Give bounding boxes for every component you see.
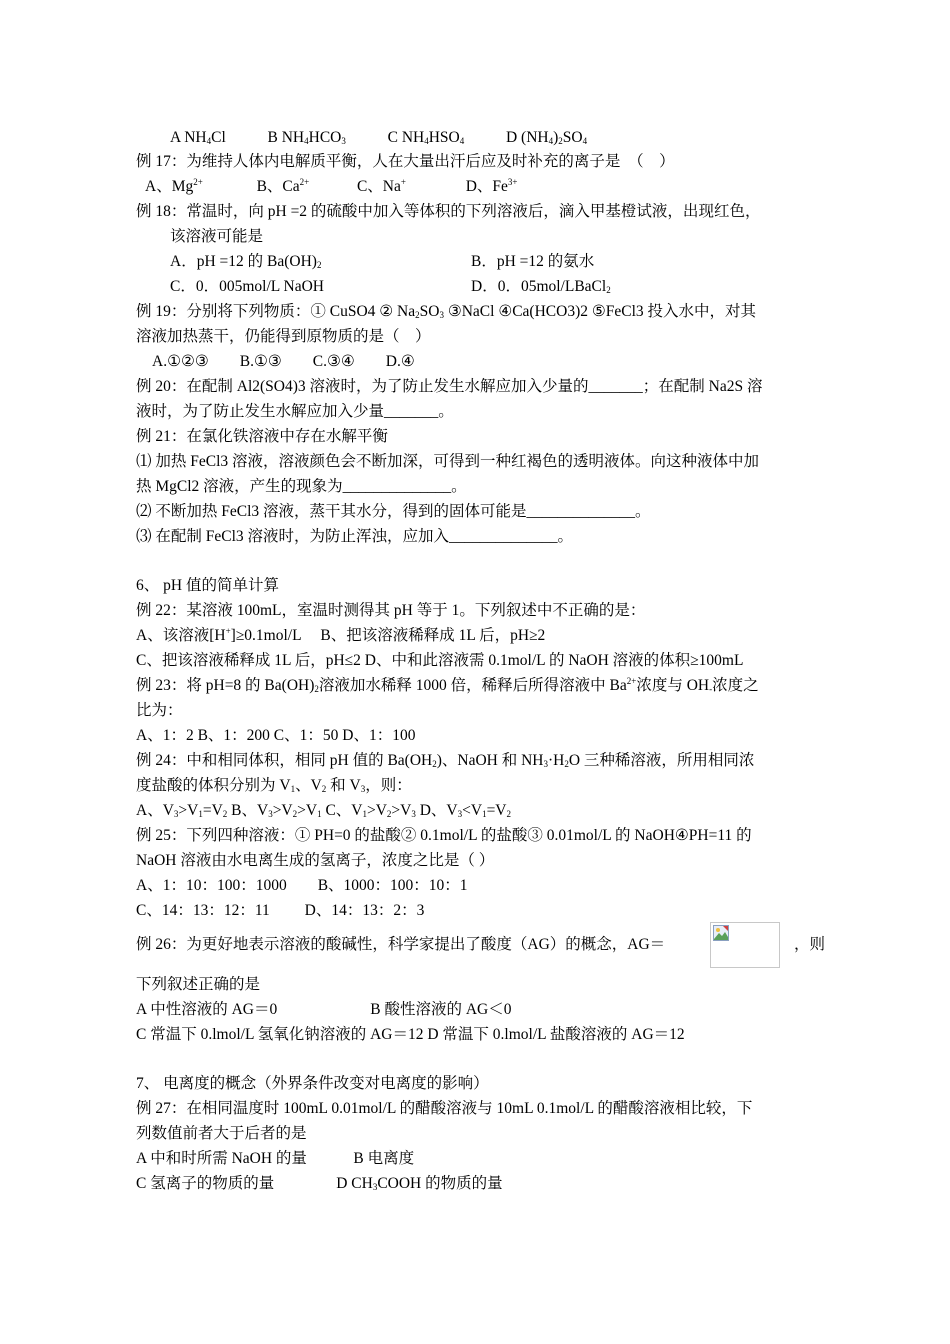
q16-options [170,128,587,148]
q23-line-2: 比为： [136,702,183,719]
q22-text: A、该溶液[H [136,627,226,644]
subscript: 2 [314,684,319,694]
q25-options-1: A、1：10：100：1000 B、1000：100：10：1 [136,877,468,894]
q24-line-2 [136,776,412,796]
option-a: >V [178,802,199,819]
broken-image-icon [713,925,729,941]
option-d: D、V [419,802,458,819]
q18-option-c: C．0．005mol/L NaOH [170,278,324,295]
q19-text: 例 19：分别将下列物质：① CuSO4 ② Na [136,303,416,320]
option-d: <V [462,802,483,819]
q23-line-1 [136,676,759,696]
option-d-text: SO [562,129,583,146]
q22-stem: 例 22：某溶液 100mL，室温时测得其 pH 等于 1。下列叙述中不正确的是： [136,602,646,619]
subscript: 4 [206,136,212,146]
section-6-heading: 6、 pH 值的简单计算 [136,577,279,594]
option-a: A NH [170,129,207,146]
option-a: A、Mg [145,178,194,195]
subscript: 2 [432,759,437,769]
subscript: 2 [415,310,420,320]
q17-stem: 例 17：为维持人体内电解质平衡，人在大量出汗后应及时补充的离子是 （ ） [136,153,675,170]
q19-stem-1 [136,302,756,322]
q24-text: 、V [295,777,322,794]
superscript: 3+ [507,177,518,187]
q27-text: COOH 的物质的量 [377,1175,503,1192]
subscript: 4 [548,136,554,146]
option-a: =V [202,802,223,819]
q25-options-2: C、14：13：12：11 D、14：13：2：3 [136,902,425,919]
q24-text: ·H [547,752,565,769]
q27-text: C 氢离子的物质的量 D CH [136,1175,373,1192]
q26-options-1: A 中性溶液的 AG＝0 B 酸性溶液的 AG＜0 [136,1001,512,1018]
option-c: >V [391,802,412,819]
q23-text: 溶液加水稀释 1000 倍，稀释后所得溶液中 Ba [318,677,627,694]
subscript: 1 [482,809,487,819]
subscript: 2 [386,809,392,819]
q23-text: 浓度之 [712,677,759,694]
option-b: B、V [231,802,269,819]
q18-stem-2: 该溶液可能是 [170,228,264,245]
q27-options-2 [136,1174,503,1194]
subscript: 2 [506,809,511,819]
q26-line-2: 下列叙述正确的是 [136,976,261,993]
q17-options [145,177,517,197]
superscript: 2+ [299,177,310,187]
option-d: D (NH [505,129,549,146]
q18-option-b: B．pH =12 的氨水 [471,253,595,270]
subscript: 2 [292,809,298,819]
q21-line-1: 例 21：在氯化铁溶液中存在水解平衡 [136,428,388,445]
option-d-text: ) [553,129,559,146]
option-a: A、V [136,802,174,819]
option-a-text: A．pH =12 的 Ba(OH) [170,253,317,270]
subscript: - [709,684,713,694]
option-b: >V [297,802,318,819]
subscript: 2 [558,136,563,146]
q27-line-1: 例 27：在相同温度时 100mL 0.01mol/L 的醋酸溶液与 10mL 0.1mol/L 的醋酸溶液相比较，下 [136,1100,753,1117]
subscript: 2 [222,809,228,819]
option-b: B NH [267,129,305,146]
q18-stem-1: 例 18：常温时，向 pH =2 的硫酸中加入等体积的下列溶液后，滴入甲基橙试液，出现红色， [136,203,761,220]
q18-option-d [471,277,611,297]
superscript: 2+ [193,177,203,187]
formula-image [710,922,780,968]
subscript: 2 [606,285,611,295]
section-7-heading: 7、 电离度的概念（外界条件改变对电离度的影响） [136,1075,489,1092]
q18-option-a [170,252,321,272]
subscript: 3 [268,809,273,819]
option-d-text: D．0．05mol/LBaCl [471,278,607,295]
superscript: + [400,177,406,187]
q21-line-3: 热 MgCl2 溶液，产生的现象为______________。 [136,478,467,495]
q22-text: ]≥0.1mol/L B、把该溶液稀释成 1L 后，pH≥2 [230,627,546,644]
q19-stem-2: 溶液加热蒸干，仍能得到原物质的是（ ） [136,328,431,345]
superscript: + [225,626,231,636]
q22-line-2 [136,626,545,646]
q23-text: 例 23：将 pH=8 的 Ba(OH) [136,677,315,694]
option-d: D、Fe [465,178,508,195]
subscript: 1 [362,809,367,819]
q21-line-4: ⑵ 不断加热 FeCl3 溶液，蒸干其水分，得到的固体可能是______________。 [136,503,651,520]
q20-line-1: 例 20：在配制 Al2(SO4)3 溶液时，为了防止发生水解应加入少量的_______；在配制 Na2S 溶 [136,378,763,395]
option-c: C、V [325,802,363,819]
q25-line-2: NaOH 溶液由水电离生成的氢离子，浓度之比是（ ） [136,852,495,869]
subscript: 4 [424,136,429,146]
option-a-text: Cl [211,129,226,146]
subscript: 4 [304,136,309,146]
option-c-text: HSO [428,129,460,146]
q24-line-1 [136,751,754,771]
q23-options: A、1：2 B、1：200 C、1：50 D、1：100 [136,727,416,744]
q19-options: A.①②③ B.①③ C.③④ D.④ [152,353,415,370]
subscript: 3 [173,809,179,819]
superscript: 2+ [626,676,637,686]
subscript: 3 [439,310,444,320]
q20-line-2: 液时，为了防止发生水解应加入少量_______。 [136,403,454,420]
option-d: =V [486,802,507,819]
q19-text: SO [419,303,440,320]
option-c: C NH [387,129,425,146]
q27-line-2: 列数值前者大于后者的是 [136,1125,307,1142]
subscript: 3 [543,759,548,769]
q26-line-1-tail: ，则 [794,936,826,953]
q19-text: ③NaCl ④Ca(HCO3)2 ⑤FeCl3 投入水中，对其 [443,303,757,320]
subscript: 1 [290,784,296,794]
subscript: 2 [321,784,327,794]
subscript: 3 [360,784,366,794]
subscript: 1 [317,809,322,819]
subscript: 1 [198,809,203,819]
q24-text: 例 24：中和相同体积，相同 pH 值的 Ba(OH [136,752,433,769]
option-b: >V [272,802,293,819]
q24-text: ，则： [365,777,412,794]
q25-line-1: 例 25：下列四种溶液：① PH=0 的盐酸② 0.1mol/L 的盐酸③ 0.01mol/L 的 NaOH④PH=11 的 [136,827,752,844]
option-b-text: HCO [308,129,342,146]
subscript: 3 [457,809,463,819]
q24-options [136,801,511,821]
subscript: 2 [316,260,322,270]
q24-text: O 三种稀溶液，所用相同浓 [568,752,755,769]
q23-text: 浓度与 OH [636,677,710,694]
q22-line-3: C、把该溶液稀释成 1L 后，pH≤2 D、中和此溶液需 0.1mol/L 的 NaOH 溶液的体积≥100mL [136,652,744,669]
subscript: 4 [459,136,465,146]
subscript: 3 [341,136,346,146]
q21-line-5: ⑶ 在配制 FeCl3 溶液时，为防止浑浊，应加入______________。 [136,528,574,545]
q26-line-1: 例 26：为更好地表示溶液的酸碱性，科学家提出了酸度（AG）的概念，AG＝ [136,936,666,953]
q26-options-2: C 常温下 0.lmol/L 氢氧化钠溶液的 AG＝12 D 常温下 0.lmol/L 盐酸溶液的 AG＝12 [136,1026,685,1043]
subscript: 2 [564,759,569,769]
subscript: 3 [372,1182,378,1192]
q24-text: 和 V [326,777,361,794]
q27-options-1: A 中和时所需 NaOH 的量 B 电离度 [136,1150,415,1167]
subscript: 3 [411,809,416,819]
subscript: 4 [582,136,588,146]
q24-text: )、NaOH 和 NH [436,752,544,769]
option-c: C、Na [356,178,401,195]
q21-line-2: ⑴ 加热 FeCl3 溶液，溶液颜色会不断加深，可得到一种红褐色的透明液体。向这种液体中加 [136,453,760,470]
q24-text: 度盐酸的体积分别为 V [136,777,291,794]
option-b: B、Ca [256,178,300,195]
option-c: >V [366,802,387,819]
